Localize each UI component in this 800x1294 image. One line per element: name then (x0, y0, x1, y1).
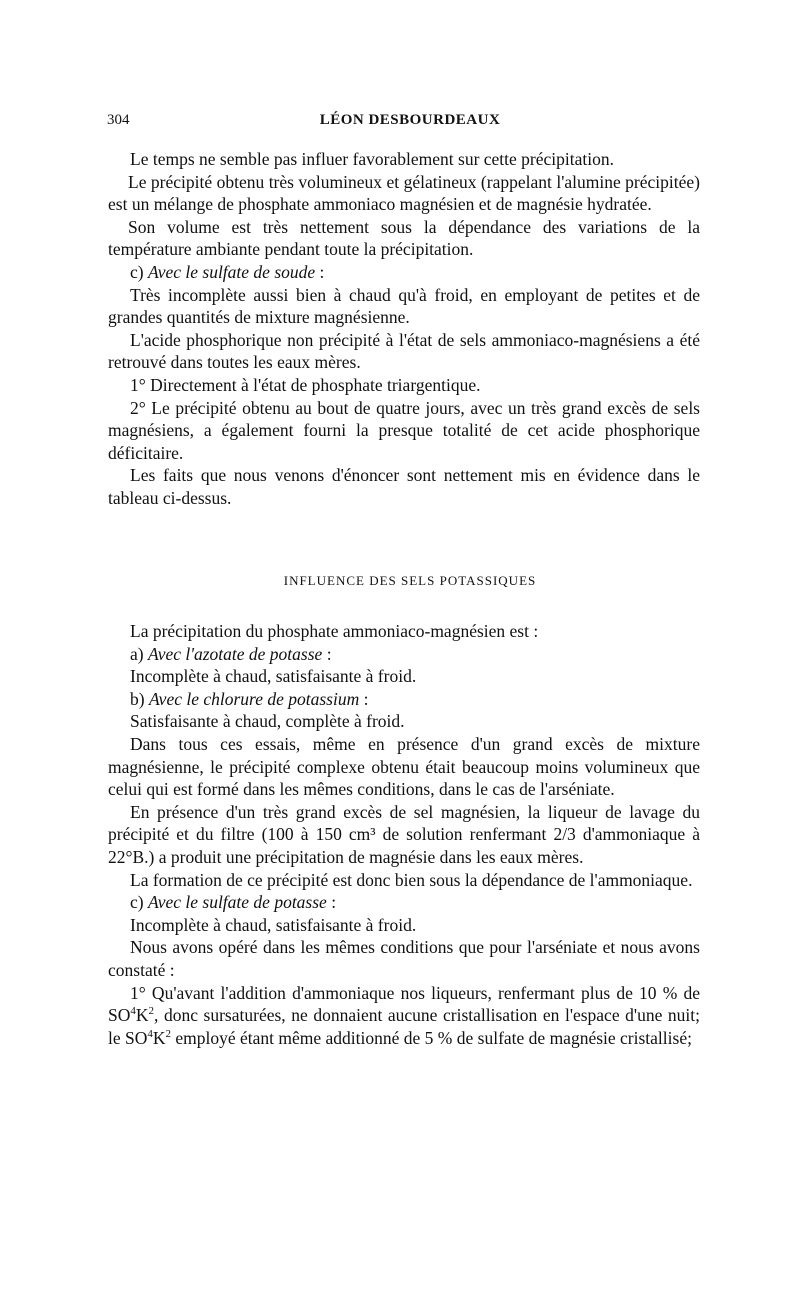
superscript: 2 (148, 1005, 155, 1018)
paragraph: Le précipité obtenu très volumineux et gélatineux (rappelant l'alumine précipitée) est un mélange de phosphate ammoniaco magnésien et de magnésie hydratée. (108, 171, 700, 215)
item-label: Avec l'azotate de potasse (147, 643, 323, 664)
item-prefix: a) (130, 643, 148, 664)
item-suffix: : (359, 688, 369, 709)
text-run: employé étant même additionné de 5 % de sulfate de magnésie cristallisé; (171, 1027, 692, 1048)
superscript: 4 (147, 1027, 153, 1040)
item-c-potasse (108, 891, 700, 914)
paragraph: La précipitation du phosphate ammoniaco-magnésien est : (130, 621, 539, 641)
text-run: 1° Qu'avant l'addition d'ammoniaque nos liqueurs, renfermant plus de 10 % de SO (108, 982, 700, 1026)
section-heading: INFLUENCE DES SELS POTASSIQUES (283, 573, 537, 588)
page-number: 304 (107, 112, 130, 128)
paragraph: 2° Le précipité obtenu au bout de quatre jours, avec un très grand excès de sels magnésiens, a également fourni la presque totalité de cet acide phosphorique déficitaire. (108, 397, 700, 463)
item-c-soude (108, 261, 700, 284)
item-label: Avec le chlorure de potassium (148, 688, 360, 709)
paragraph: Son volume est très nettement sous la dépendance des variations de la température ambiante pendant toute la précipitation. (108, 216, 700, 260)
text-block-bottom (108, 620, 700, 1049)
text-run: K (152, 1027, 166, 1048)
item-suffix: : (326, 892, 337, 913)
paragraph: Satisfaisante à chaud, complète à froid. (130, 711, 405, 732)
item-a (108, 643, 700, 666)
item-prefix: c) (130, 261, 148, 282)
superscript: 4 (130, 1005, 136, 1018)
paragraph: Incomplète à chaud, satisfaisante à froid. (130, 666, 417, 687)
paragraph: Incomplète à chaud, satisfaisante à froid. (130, 914, 417, 935)
paragraph: La formation de ce précipité est donc bien sous la dépendance de l'ammoniaque. (130, 869, 693, 890)
item-prefix: b) (130, 688, 149, 709)
paragraph: L'acide phosphorique non précipité à l'état de sels ammoniaco-magnésiens a été retrouvé dans toutes les eaux mères. (108, 329, 700, 373)
paragraph: Le temps ne semble pas influer favorablement sur cette précipitation. (130, 149, 614, 169)
text-run: , donc sursaturées, ne donnaient aucune cristallisation en l'espace d'une nuit; le SO (108, 1005, 700, 1048)
item-suffix: : (322, 643, 332, 664)
item-prefix: c) (130, 892, 148, 913)
paragraph: 1° Directement à l'état de phosphate triargentique. (130, 374, 481, 395)
paragraph: Très incomplète aussi bien à chaud qu'à froid, en employant de petites et de grandes quantités de mixture magnésienne. (108, 284, 700, 328)
item-label: Avec le sulfate de potasse (147, 892, 327, 913)
running-title: LÉON DESBOURDEAUX (319, 112, 501, 128)
text-run: K (135, 1005, 149, 1026)
paragraph: En présence d'un très grand excès de sel magnésien, la liqueur de lavage du précipité et du filtre (100 à 150 cm³ de solution renfermant 2/3 d'ammoniaque à 22°B.) a produit une précipitation de magnésie dans les eaux mères. (108, 801, 700, 867)
paragraph: Nous avons opéré dans les mêmes conditions que pour l'arséniate et nous avons constaté : (108, 937, 700, 980)
item-suffix: : (315, 261, 325, 282)
superscript: 2 (165, 1027, 172, 1040)
paragraph: Dans tous ces essais, même en présence d'un grand excès de mixture magnésienne, le précipité complexe obtenu était beaucoup moins volumineux que celui qui est formé dans les mêmes conditions, dans le cas de l'arséniate. (108, 733, 700, 800)
paragraph: Les faits que nous venons d'énoncer sont nettement mis en évidence dans le tableau ci-dessus. (108, 465, 700, 508)
item-label: Avec le sulfate de soude (147, 261, 316, 282)
item-b (108, 688, 700, 711)
final-paragraph (108, 982, 700, 1050)
text-block-top (108, 148, 700, 510)
